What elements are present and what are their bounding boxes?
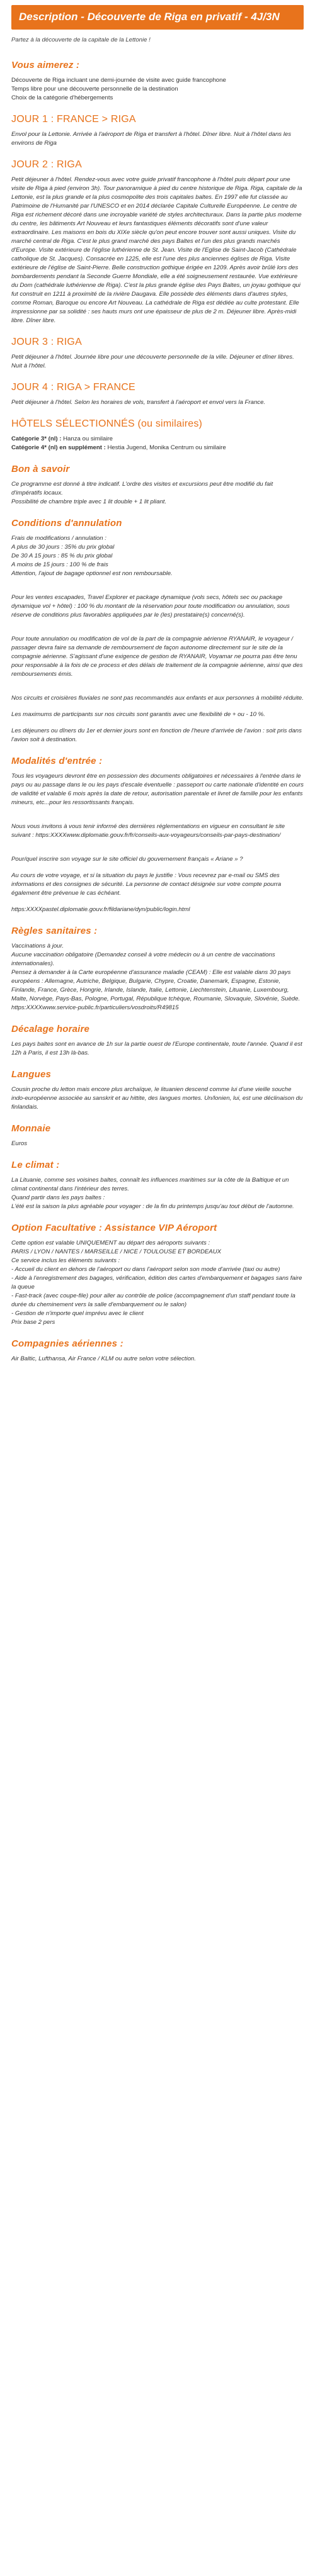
list-item: Vaccinations à jour. [11, 943, 64, 949]
list-item: Ce programme est donné à titre indicatif. L'ordre des visites et excursions peut être modifié du fait d'impératifs locaux. [11, 481, 273, 496]
list-item: Prix base 2 pers [11, 1319, 55, 1326]
heading-climat: Le climat : [11, 1160, 60, 1170]
section-annulation [11, 534, 304, 744]
heading-sanitaires: Règles sanitaires : [11, 926, 98, 936]
fee-line: A moins de 15 jours : 100 % de frais [11, 561, 108, 568]
monnaie-text: Euros [11, 1140, 28, 1147]
decalage-text: Les pays baltes sont en avance de 1h sur la partie ouest de l'Europe continentale, toute l'année. Quand il est 12h à Paris, il est 13h là-bas. [11, 1041, 302, 1056]
page-title: Description - Découverte de Riga en privatif - 4J/3N [19, 11, 280, 23]
heading-bon-a-savoir: Bon à savoir [11, 464, 70, 474]
jour-3-text: Petit déjeuner à l'hôtel. Journée libre pour une découverte personnelle de la ville. Déjeuner et dîner libres. Nuit à l'hôtel. [11, 354, 294, 369]
section-assistance-vip [11, 1239, 304, 1327]
list-item: PARIS / LYON / NANTES / MARSEILLE / NICE / TOULOUSE ET BORDEAUX [11, 1248, 222, 1255]
annulation-para: Les maximums de participants sur nos circuits sont garantis avec une flexibilité de + ou - 10 %. [11, 711, 265, 718]
hotel-category-3 [11, 435, 304, 444]
heading-assistance-vip: Option Facultative : Assistance VIP Aéroport [11, 1223, 217, 1233]
list-item: Découverte de Riga incluant une demi-journée de visite avec guide francophone [11, 77, 226, 84]
jour-2-text: Petit déjeuner à l'hôtel. Rendez-vous avec votre guide privatif francophone à l'hôtel puis départ pour une visite de Riga à pied (environ 3h). Tour panoramique à pied du centre historique de Riga. Riga, capitale de la Lettonie, est la plus grande et la plus cosmopolite des trois capitales baltes. En 1997 elle fut classée au Patrimoine de l'Humanité par l'UNESCO et en 2014 déclarée Capitale Culturelle Européenne. Le centre de Riga est richement décoré dans une incroyable variété de styles architecturaux. Dans la partie plus moderne du centre, les bâtiments Art Nouveau et leurs fantastiques éléments décoratifs sont d'une valeur extraordinaire. Les maisons en bois du XIXe siècle qu'on peut encore trouver sont aussi uniques. Visite du marché central de Riga. C'est le plus grand marché des pays Baltes et l'un des plus grands marchés d'Europe. Visite extérieure de l'église luthérienne de St. Jean. Visite de l'Eglise de Saint-Jacob (Cathédrale catholique de St. Jacques). Consacrée en 1225, elle est l'une des plus anciennes églises de Riga. Visite extérieure de l'église de Saint-Pierre. Belle construction gothique érigée en 1209. Après avoir brûlé lors des bombardements pendant la Seconde Guerre Mondiale, elle a été soigneusement restaurée. Vue extérieure du Dom (cathédrale luthérienne de Riga). C'est la plus grande église des Pays Baltes, un joyau gothique qui fut construit en 1211 à proximité de la rivière Daugava. Elle possède des éléments dans d'autres styles, comme Roman, Baroque ou encore Art Nouveau. La cathédrale de Riga est dédiée au culte protestant. Elle impressionne par sa solidité : ses hauts murs ont une épaisseur de plus de 2 m. Déjeuner libre. Après-midi libre. Dîner libre. [11, 176, 302, 324]
heading-jour-1: JOUR 1 : FRANCE > RIGA [11, 114, 136, 125]
heading-annulation: Conditions d'annulation [11, 518, 122, 529]
hotel-cat4-value: Hestia Jugend, Monika Centrum ou similaire [105, 444, 226, 451]
entree-para: Pour/quel inscrire son voyage sur le site officiel du gouvernement français « Ariane » ? [11, 856, 243, 863]
section-vous-aimerez [11, 76, 304, 103]
intro-text: Partez à la découverte de la capitale de la Lettonie ! [11, 36, 151, 43]
spacer [11, 686, 304, 694]
heading-decalage: Décalage horaire [11, 1024, 90, 1034]
heading-monnaie: Monnaie [11, 1123, 51, 1134]
list-item: Pensez à demander à la Carte européenne d'assurance maladie (CEAM) : Elle est valable dans 30 pays européens : Allemagne, Autriche, Belgique, Bulgarie, Chypre, Croatie, Danemark, Espagne, Estonie, Finlande, France, Grèce, Hongrie, Irlande, Islande, Italie, Lettonie, Liechtenstein, Lituanie, Luxembourg, Malte, Norvège, Pays-Bas, Pologne, Portugal, République tchèque, Roumanie, Slovaquie, Slovénie, Suède. [11, 969, 301, 1002]
heading-jour-3: JOUR 3 : RIGA [11, 337, 82, 347]
page-banner [11, 5, 304, 30]
spacer [11, 578, 304, 593]
heading-jour-2: JOUR 2 : RIGA [11, 159, 82, 170]
compagnies-text: Air Baltic, Lufthansa, Air France / KLM ou autre selon votre sélection. [11, 1355, 196, 1362]
spacer [11, 627, 304, 635]
fee-line: De 30 A 15 jours : 85 % du prix global [11, 552, 113, 559]
fee-line: Frais de modifications / annulation : [11, 535, 106, 542]
list-item: Cette option est valable UNIQUEMENT au départ des aéroports suivants : [11, 1240, 210, 1246]
entree-para: Nous vous invitons à vous tenir informé des dernières réglementations en vigueur en consultant le site suivant : https:XXXXwww.diplomatie.gouv.fr/fr/conseils-aux-voyageurs/conseils-par-pays-destination/ [11, 823, 285, 839]
annulation-para: Pour les ventes escapades, Travel Explorer et package dynamique (vols secs, hôtels sec ou package dynamique vol + hôtel) : 100 % du montant de la réservation pour toute modification ou annulation, sous réserve de conditions plus favorables appliquées par le (les) prestataire(s) concerné(s). [11, 594, 290, 619]
jour-1-text: Envol pour la Lettonie. Arrivée à l'aéroport de Riga et transfert à l'hôtel. Dîner libre. Nuit à l'hôtel dans les environs de Riga [11, 131, 292, 147]
hotel-category-4 [11, 444, 304, 452]
heading-compagnies: Compagnies aériennes : [11, 1338, 123, 1349]
annulation-para: Pour toute annulation ou modification de vol de la part de la compagnie aérienne RYANAIR, le voyageur / passager devra faire sa demande de remboursement de façon autonome directement sur le site de la compagnie aérienne. S'agissant d'une exigence de gestion de RYANAIR, Voyamar ne pourra pas être tenu pour responsable à la fois de ce process et des délais de traitement de la compagnie aérienne, ainsi que des remboursements émis. [11, 636, 303, 678]
content [0, 36, 315, 1364]
list-item: - Fast-track (avec coupe-file) pour aller au contrôle de police (accompagnement d'un staff pendant toute la durée du cheminement vers la salle d'embarquement ou le salon) [11, 1292, 295, 1308]
spacer [11, 815, 304, 822]
list-item: L'été est la saison la plus agréable pour voyager : de la fin du printemps jusqu'au tout début de l'automne. [11, 1203, 294, 1210]
hotel-cat4-label: Catégorie 4* (nl) en supplément : [11, 444, 106, 451]
fee-line: Attention, l'ajout de bagage optionnel est non remboursable. [11, 570, 173, 577]
heading-langues: Langues [11, 1069, 52, 1080]
hotel-cat3-label: Catégorie 3* (nl) : [11, 435, 62, 442]
annulation-para: Les déjeuners ou dîners du 1er et dernier jours sont en fonction de l'heure d'arrivée de l'avion : soit pris dans l'avion soit à destination. [11, 727, 302, 743]
hotel-cat3-value: Hanza ou similaire [61, 435, 113, 442]
list-item: Quand partir dans les pays baltes : [11, 1194, 105, 1201]
entree-link[interactable]: https:XXXXpastel.diplomatie.gouv.fr/fildariane/dyn/public/login.html [11, 906, 190, 913]
fee-line: A plus de 30 jours : 35% du prix global [11, 544, 115, 551]
section-sanitaires [11, 942, 304, 1012]
heading-entree: Modalités d'entrée : [11, 756, 103, 766]
heading-vous-aimerez: Vous aimerez : [11, 60, 80, 70]
sanitaires-link[interactable]: https:XXXXwww.service-public.fr/particuliers/vosdroits/R49815 [11, 1004, 179, 1011]
jour-4-text: Petit déjeuner à l'hôtel. Selon les horaires de vols, transfert à l'aéroport et envol vers la France. [11, 399, 266, 406]
spacer [11, 848, 304, 855]
list-item: - Gestion de n'importe quel imprévu avec le client [11, 1310, 144, 1317]
entree-para: Au cours de votre voyage, et si la situation du pays le justifie : Vous recevrez par e-mail ou SMS des informations et des consignes de sécurité. La personne de contact désignée sur votre compte pourra également être prévenue le cas échéant. [11, 872, 282, 897]
list-item: La Lituanie, comme ses voisines baltes, connaît les influences maritimes sur la côte de la Baltique et un climat continental dans l'intérieur des terres. [11, 1177, 289, 1192]
section-entree [11, 772, 304, 914]
section-hotels [11, 435, 304, 452]
list-item: - Aide à l'enregistrement des bagages, vérification, édition des cartes d'embarquement et bagages sans faire la queue [11, 1275, 302, 1291]
heading-jour-4: JOUR 4 : RIGA > FRANCE [11, 382, 135, 393]
list-item: - Accueil du client en dehors de l'aéroport ou dans l'aéroport selon son mode d'arrivée (taxi ou autre) [11, 1266, 280, 1273]
list-item: Ce service inclus les éléments suivants : [11, 1257, 120, 1264]
section-climat [11, 1176, 304, 1211]
list-item: Aucune vaccination obligatoire (Demandez conseil à votre médecin ou à un centre de vaccinations internationales). [11, 951, 275, 967]
section-bon-a-savoir [11, 480, 304, 507]
entree-para: Tous les voyageurs devront être en possession des documents obligatoires et nécessaires à l'entrée dans le pays ou au passage dans le ou les pays d'escale éventuelle : passeport ou carte nationale d'identité en cours de validité et valable 6 mois après la date de retour, autorisation parentale et livret de famille pour les enfants mineurs, etc...pour les ressortissants français. [11, 773, 304, 806]
heading-hotels: HÔTELS SÉLECTIONNÉS (ou similaires) [11, 418, 203, 429]
list-item: Possibilité de chambre triple avec 1 lit double + 1 lit pliant. [11, 498, 167, 505]
annulation-para: Nos circuits et croisières fluviales ne sont pas recommandés aux enfants et aux personnes à mobilité réduite. [11, 695, 304, 702]
langues-text: Cousin proche du letton mais encore plus archaïque, le lituanien descend comme lui d'une vieille souche indo-européenne associée au sanskrit et au hittite, des langues mortes. Un/lonien, lui, est une déclinaison du finlandais. [11, 1086, 303, 1111]
list-item: Temps libre pour une découverte personnelle de la destination [11, 86, 178, 92]
list-item: Choix de la catégorie d'hébergements [11, 94, 113, 101]
